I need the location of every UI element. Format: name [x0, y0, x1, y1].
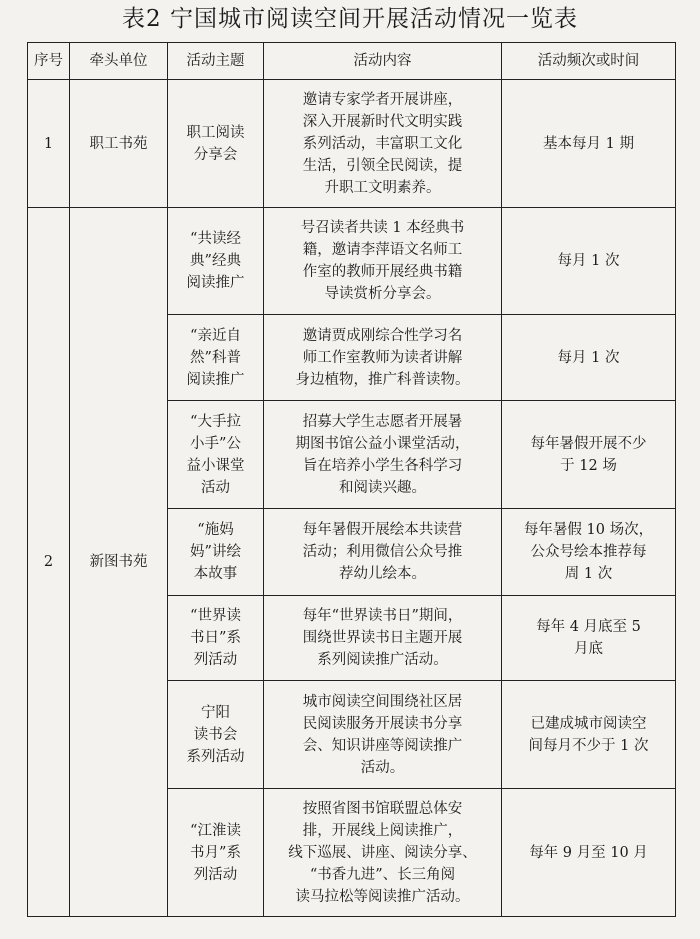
row-theme: “亲近自 然”科普 阅读推广 [168, 315, 264, 401]
row-frequency: 每月 1 次 [502, 208, 676, 315]
row-content: 城市阅读空间围绕社区居 民阅读服务开展读书分享 会、知识讲座等阅读推广 活动。 [264, 681, 502, 789]
row-frequency: 基本每月 1 期 [502, 80, 676, 208]
row-theme: “大手拉 小手”公 益小课堂 活动 [168, 401, 264, 509]
row-frequency: 每年 9 月至 10 月 [502, 789, 676, 917]
row-content: 每年“世界读书日”期间， 围绕世界读书日主题开展 系列阅读推广活动。 [264, 596, 502, 681]
row-frequency: 每年 4 月底至 5 月底 [502, 596, 676, 681]
row-theme: “江淮读 书月”系 列活动 [168, 789, 264, 917]
row-unit: 职工书苑 [70, 80, 168, 208]
row-theme: “施妈 妈”讲绘 本故事 [168, 509, 264, 596]
header-unit: 牵头单位 [70, 43, 168, 80]
header-content: 活动内容 [264, 43, 502, 80]
row-theme: “共读经 典”经典 阅读推广 [168, 208, 264, 315]
row-content: 邀请专家学者开展讲座， 深入开展新时代文明实践 系列活动，丰富职工文化 生活，引领全民阅读，提 升职工文明素养。 [264, 80, 502, 208]
row-content: 邀请贾成刚综合性学习名 师工作室教师为读者讲解 身边植物，推广科普读物。 [264, 315, 502, 401]
header-row [28, 43, 676, 80]
row-frequency: 每年暑假开展不少 于 12 场 [502, 401, 676, 509]
row-theme: 宁阳 读书会 系列活动 [168, 681, 264, 789]
table-row [28, 80, 676, 208]
table-row [28, 208, 676, 315]
row-unit: 新图书苑 [70, 208, 168, 917]
row-content: 每年暑假开展绘本共读营 活动；利用微信公众号推 荐幼儿绘本。 [264, 509, 502, 596]
header-theme: 活动主题 [168, 43, 264, 80]
row-frequency: 每年暑假 10 场次， 公众号绘本推荐每 周 1 次 [502, 509, 676, 596]
row-theme: “世界读 书日”系 列活动 [168, 596, 264, 681]
activity-table [27, 42, 676, 917]
header-index: 序号 [28, 43, 70, 80]
row-frequency: 每月 1 次 [502, 315, 676, 401]
row-theme: 职工阅读 分享会 [168, 80, 264, 208]
row-index: 2 [28, 208, 70, 917]
table-title: 表2 宁国城市阅读空间开展活动情况一览表 [122, 6, 578, 32]
header-frequency: 活动频次或时间 [502, 43, 676, 80]
row-content: 招募大学生志愿者开展暑 期图书馆公益小课堂活动， 旨在培养小学生各科学习 和阅读兴趣。 [264, 401, 502, 509]
row-frequency: 已建成城市阅读空 间每月不少于 1 次 [502, 681, 676, 789]
row-content: 号召读者共读 1 本经典书 籍，邀请李萍语文名师工 作室的教师开展经典书籍 导读赏析分享会。 [264, 208, 502, 315]
row-content: 按照省图书馆联盟总体安 排，开展线上阅读推广， 线下巡展、讲座、阅读分享、 “书香九进”、长三角阅 读马拉松等阅读推广活动。 [264, 789, 502, 917]
row-index: 1 [28, 80, 70, 208]
